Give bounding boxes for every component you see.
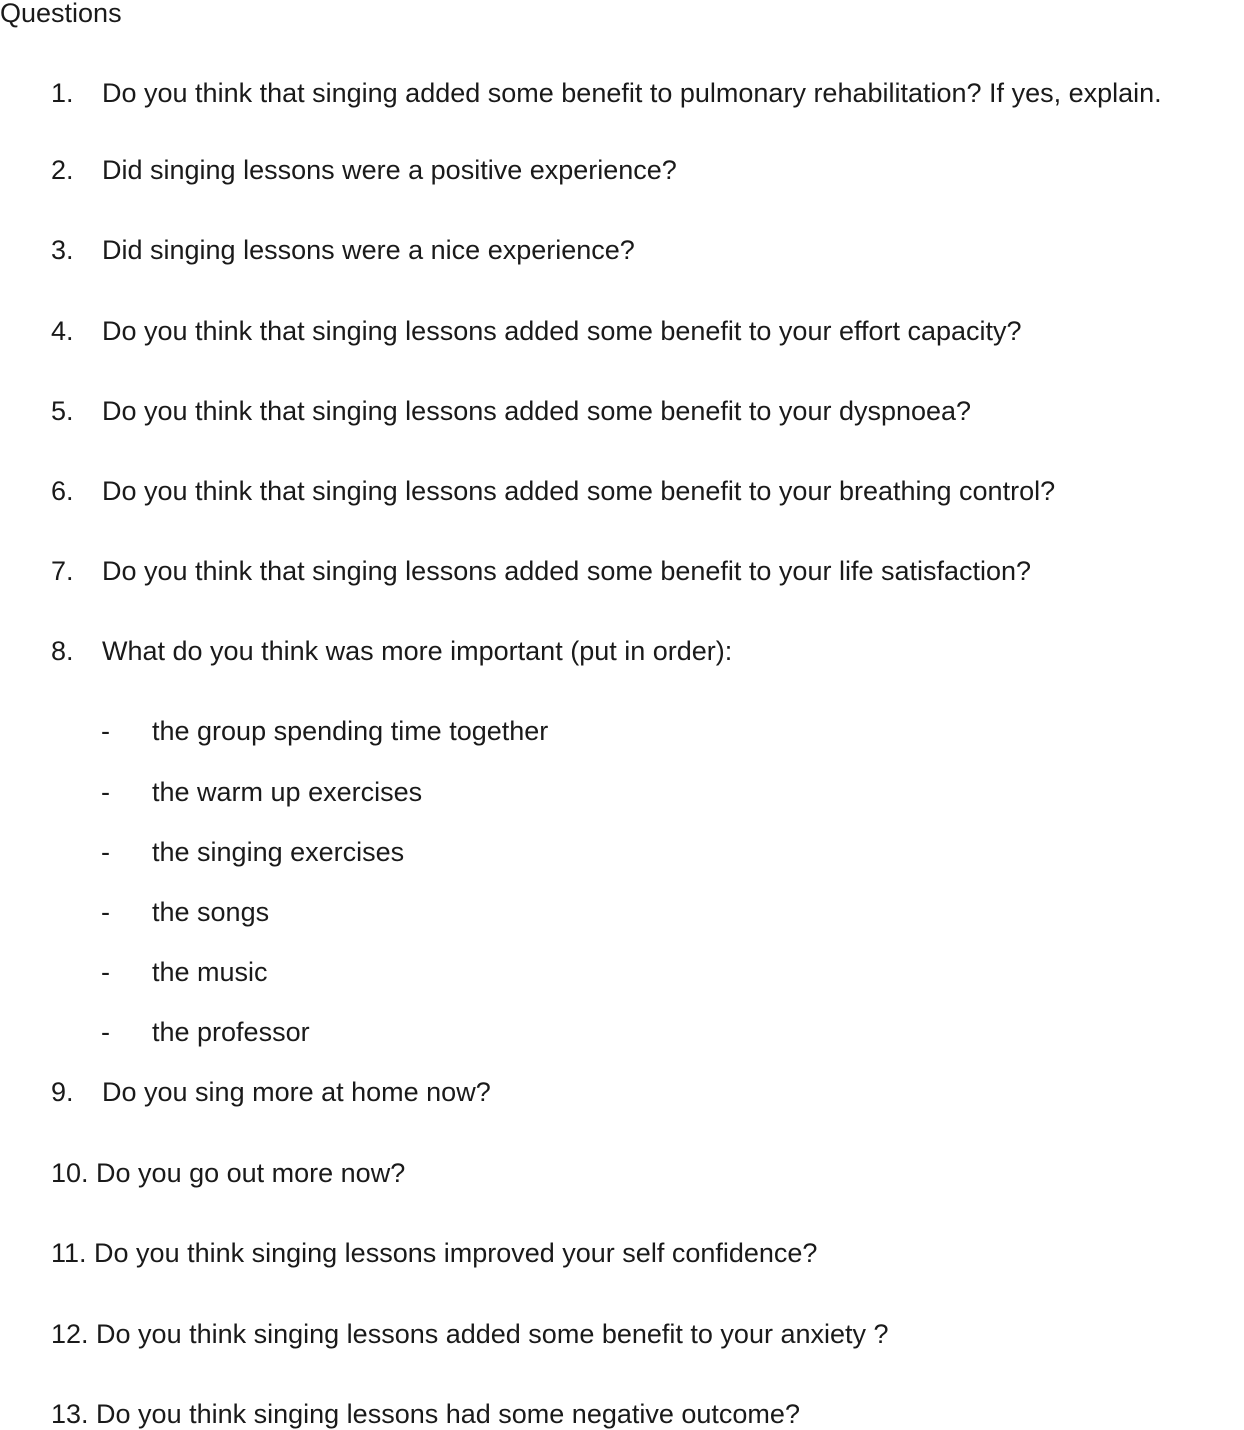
question-number: 4. (51, 316, 74, 346)
order-item-text: the warm up exercises (152, 777, 423, 807)
question-text: Do you think that singing lessons added some benefit to your life satisfaction? (102, 556, 1032, 586)
question-number: 9. (51, 1077, 74, 1107)
question-text: Do you think that singing added some benefit to pulmonary rehabilitation? If yes, explain. (102, 78, 1162, 108)
dash-bullet: - (101, 837, 110, 867)
question-number: 6. (51, 476, 74, 506)
question-line: 11. Do you think singing lessons improved your self confidence? (51, 1238, 818, 1268)
order-item-text: the professor (152, 1017, 310, 1047)
order-item-text: the songs (152, 897, 270, 927)
question-number: 8. (51, 636, 74, 666)
question-text: Do you think that singing lessons added some benefit to your effort capacity? (102, 316, 1022, 346)
question-text: Do you think that singing lessons added some benefit to your dyspnoea? (102, 396, 972, 426)
question-line: 10. Do you go out more now? (51, 1158, 406, 1188)
dash-bullet: - (101, 897, 110, 927)
question-text: Did singing lessons were a nice experience? (102, 235, 635, 265)
dash-bullet: - (101, 777, 110, 807)
question-number: 3. (51, 235, 74, 265)
document-heading: Questions (0, 0, 122, 28)
order-item-text: the singing exercises (152, 837, 405, 867)
dash-bullet: - (101, 1017, 110, 1047)
question-number: 1. (51, 78, 74, 108)
question-number: 7. (51, 556, 74, 586)
dash-bullet: - (101, 716, 110, 746)
question-text: What do you think was more important (put in order): (102, 636, 733, 666)
dash-bullet: - (101, 957, 110, 987)
order-item-text: the music (152, 957, 268, 987)
question-text: Do you think that singing lessons added some benefit to your breathing control? (102, 476, 1056, 506)
question-number: 5. (51, 396, 74, 426)
question-number: 2. (51, 155, 74, 185)
question-line: 12. Do you think singing lessons added some benefit to your anxiety ? (51, 1319, 889, 1349)
order-item-text: the group spending time together (152, 716, 549, 746)
question-text: Did singing lessons were a positive experience? (102, 155, 677, 185)
question-line: 13. Do you think singing lessons had some negative outcome? (51, 1399, 800, 1429)
question-text: Do you sing more at home now? (102, 1077, 491, 1107)
